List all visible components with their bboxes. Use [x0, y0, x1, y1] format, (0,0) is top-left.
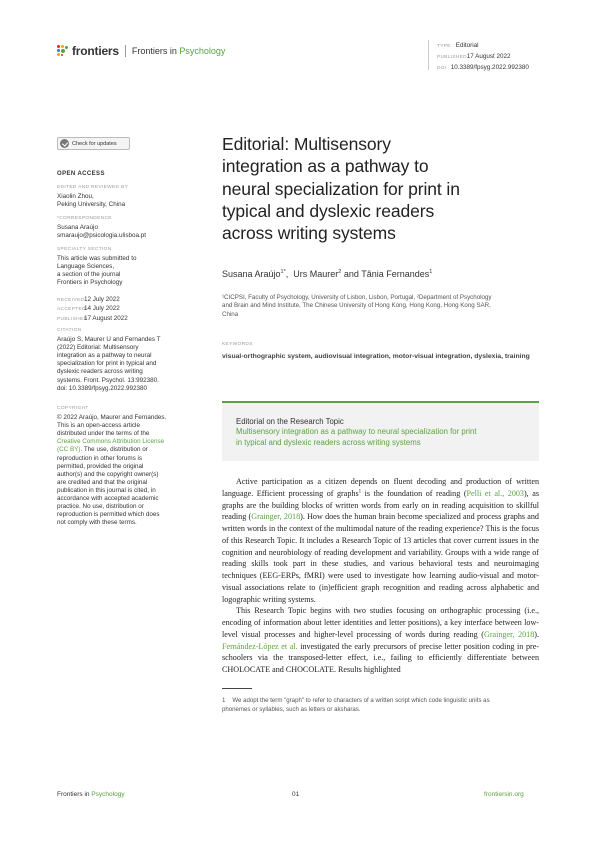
dates-section: RECEIVED12 July 2022 ACCEPTED14 July 2022 PUBLISHED17 August 2022 — [57, 296, 128, 322]
logo-divider — [125, 45, 126, 57]
open-access-label: OPEN ACCESS — [57, 171, 105, 177]
journal-name: Frontiers in Psychology — [131, 46, 226, 56]
check-for-updates-button[interactable]: Check for updates — [57, 137, 130, 150]
research-topic-heading: Editorial on the Research Topic — [236, 417, 344, 426]
keywords: visual-orthographic system, audiovisual integration, motor-visual integration, dyslexia, training — [222, 353, 530, 360]
correspondence-section: *CORRESPONDENCE Susana Araújo smaraujo@psicologia.ulisboa.pt — [57, 215, 192, 240]
meta-divider — [428, 40, 429, 70]
page-number: 01 — [292, 791, 300, 798]
author-link[interactable]: Urs Maurer — [293, 269, 339, 279]
footnote-divider — [222, 688, 252, 689]
copyright-section: COPYRIGHT © 2022 Araújo, Maurer and Fernandes. This is an open-access article distributed under the terms of the Creative Commons Attribution License (CC BY). The use, distribution or reproduction in other forums is permitted, provided the original author(s) and the copyright owner(s) are credited and that the original publication in this journal is cited, in accordance with accepted academic practice. No use, distribution or reproduction is permitted which does not comply with these terms. — [57, 405, 192, 527]
keywords-heading: KEYWORDS — [222, 342, 253, 347]
article-meta: TYPE Editorial PUBLISHED 17 August 2022 DOI 10.3389/fpsyg.2022.992380 — [437, 42, 529, 71]
citation-link[interactable]: Grainger, 2018 — [484, 629, 535, 639]
research-topic-link[interactable]: Multisensory integration as a pathway to neural specialization for print in typical and dyslexic readers across writing systems — [236, 427, 477, 447]
footer-journal: Frontiers in Psychology — [57, 791, 125, 798]
paragraph: This Research Topic begins with two studies focusing on orthographic processing (i.e., encoding of information about letter identities and letter positions), a key interface between low-level visual processes and higher-level processing of words during reading (Grainger, 2018). Fernández-López et al. investigated the early precursors of precise letter position coding in pre-schoolers via the transposed-letter effect, i.e., failing to efficiently differentiate between CHOLOCATE and CHOCOLATE. Results highlighted — [222, 606, 539, 674]
citation-link[interactable]: Pelli et al., 2003 — [466, 488, 524, 498]
check-updates-icon — [60, 139, 69, 148]
frontiers-dots-icon — [57, 45, 69, 57]
paragraph: Active participation as a citizen depends on fluent decoding and production of written language. Efficient processing of graphs$^1$ is the foundation of reading (Pelli et al., 2003), as graphs are the building blocks of written words from early on in reading acquisition to skillful reading (Grainger, 2018). How does the human brain become specialized and process graphs and written words in the context of the multimodal nature of the reading experience? This is the focus of this Research Topic. It includes a Research Topic of 13 articles that cover current issues in the cognition and neurobiology of reading development and variability. Groups with a wide range of reading skills took part in these studies, and various behavioral tests and neuroimaging techniques (EEG-ERPs, fMRI) were used to investigate how learning audio-visual and motor-visual associations relate to (in)efficient graph recognition and reading across alphabetic and logographic writing systems. — [222, 477, 540, 604]
citation-link[interactable]: Grainger, 2018 — [251, 512, 301, 522]
footnote: 1 We adopt the term "graph" to refer to characters of a written script which code linguistic units as phonemes or syllables, such as letters or aksharas. — [222, 697, 490, 713]
footer-site-link[interactable]: frontiersin.org — [484, 791, 524, 798]
author-link[interactable]: Susana Araújo — [222, 269, 281, 279]
affiliations: ¹CICPSI, Faculty of Psychology, University of Lisbon, Lisbon, Portugal, ²Department of Psychology and Brain and Mind Institute, The Chinese University of Hong Kong, Hong Kong, Hong Kong SAR, China — [222, 294, 492, 318]
author-link[interactable]: Tânia Fernandes — [361, 269, 430, 279]
license-link[interactable]: Creative Commons Attribution License — [57, 438, 165, 446]
edited-section: EDITED AND REVIEWED BY Xiaolin Zhou, Peking University, China — [57, 185, 129, 209]
frontiers-logo[interactable] — [57, 44, 225, 58]
article-title: Editorial: Multisensory integration as a pathway to neural specialization for print in typical and dyslexic readers across writing systems — [222, 134, 460, 244]
author-list: Susana Araújo$^{1*}$, Urs Maurer$^2$ and Tânia Fernandes$^1$ — [222, 269, 433, 279]
footnote-marker[interactable]: 1 — [358, 489, 362, 495]
brand-name: frontiers — [72, 44, 119, 58]
citation-link[interactable]: Fernández-López et al. — [222, 641, 298, 651]
correspondence-email[interactable]: smaraujo@psicologia.ulisboa.pt — [57, 232, 146, 240]
doi-link[interactable]: 10.3389/fpsyg.2022.992380 — [450, 64, 529, 71]
specialty-section: SPECIALTY SECTION This article was submitted to Language Sciences, a section of the journal Frontiers in Psychology — [57, 247, 137, 287]
article-body — [222, 476, 539, 676]
cc-by-link[interactable]: (CC BY) — [57, 446, 81, 454]
citation-section: CITATION Araújo S, Maurer U and Fernandes T (2022) Editorial: Multisensory integration as a pathway to neural specialization for print in typical and dyslexic readers across writing systems. Front. Psychol. 13:992380. doi: 10.3389/fpsyg.2022.992380 — [57, 328, 161, 392]
